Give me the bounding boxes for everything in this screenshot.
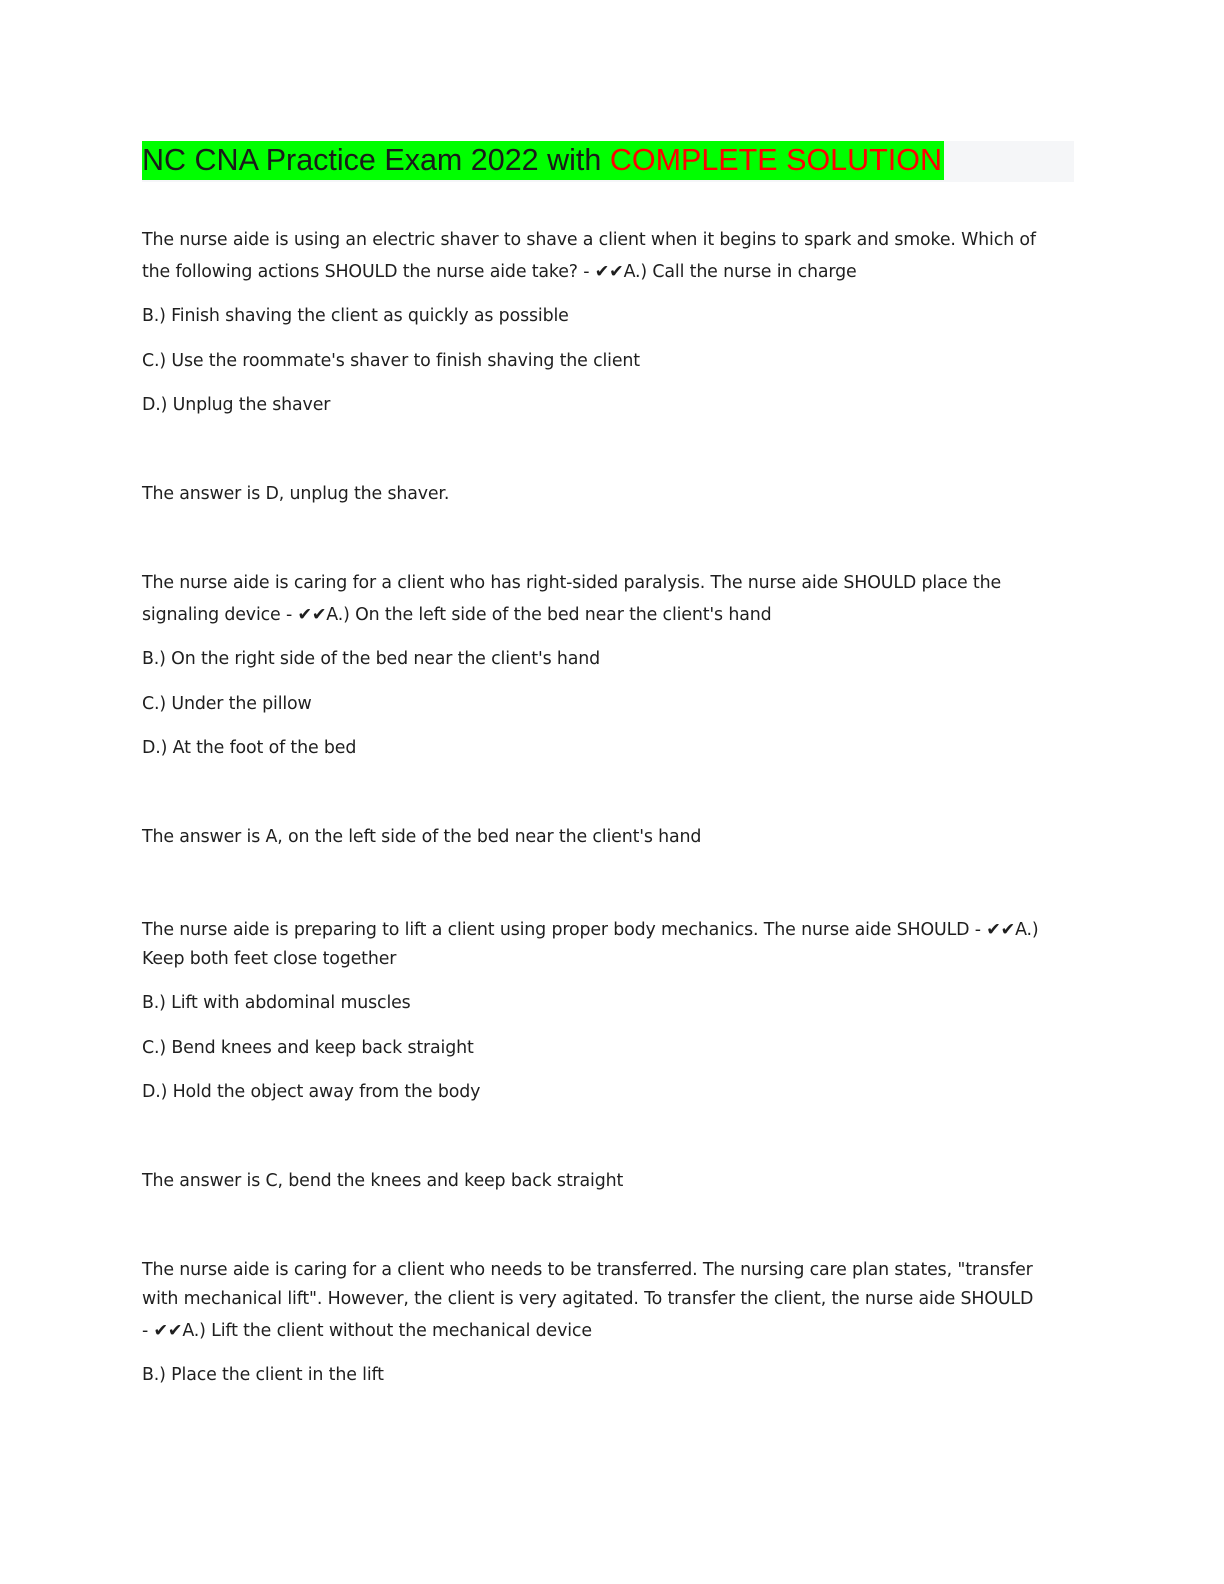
question-2-option-c: C.) Under the pillow xyxy=(142,694,312,714)
question-2-stem-line-1: The nurse aide is caring for a client who has right-sided paralysis. The nurse aide SHOULD place the xyxy=(142,573,1001,593)
question-2-option-d: D.) At the foot of the bed xyxy=(142,738,357,758)
question-1-stem-line-2: the following actions SHOULD the nurse aide take? - ✔✔A.) Call the nurse in charge xyxy=(142,262,857,282)
question-3-stem-line-2: Keep both feet close together xyxy=(142,949,397,969)
question-4-stem-line-2: with mechanical lift". However, the client is very agitated. To transfer the client, the nurse aide SHOULD xyxy=(142,1289,1034,1309)
question-3-answer: The answer is C, bend the knees and keep back straight xyxy=(142,1171,624,1191)
question-2-stem-line-2: signaling device - ✔✔A.) On the left side of the bed near the client's hand xyxy=(142,605,772,625)
title-plain-text: NC CNA Practice Exam 2022 with xyxy=(142,143,610,177)
question-1-answer: The answer is D, unplug the shaver. xyxy=(142,484,450,504)
question-2-answer: The answer is A, on the left side of the bed near the client's hand xyxy=(142,827,702,847)
question-1-option-d: D.) Unplug the shaver xyxy=(142,395,331,415)
question-2-option-b: B.) On the right side of the bed near the client's hand xyxy=(142,649,601,669)
question-4-stem-line-3: - ✔✔A.) Lift the client without the mechanical device xyxy=(142,1321,592,1341)
question-4-option-b: B.) Place the client in the lift xyxy=(142,1365,384,1385)
question-3-option-d: D.) Hold the object away from the body xyxy=(142,1082,481,1102)
question-1-stem-line-1: The nurse aide is using an electric shaver to shave a client when it begins to spark and smoke. Which of xyxy=(142,230,1036,250)
question-3-option-c: C.) Bend knees and keep back straight xyxy=(142,1038,474,1058)
document-title xyxy=(142,141,944,180)
question-3-stem-line-1: The nurse aide is preparing to lift a client using proper body mechanics. The nurse aide SHOULD - ✔✔A.) xyxy=(142,920,1039,940)
title-accent-text: COMPLETE SOLUTION xyxy=(609,143,943,177)
question-1-option-b: B.) Finish shaving the client as quickly as possible xyxy=(142,306,569,326)
question-4-stem-line-1: The nurse aide is caring for a client who needs to be transferred. The nursing care plan states, "transfer xyxy=(142,1260,1033,1280)
question-1-option-c: C.) Use the roommate's shaver to finish shaving the client xyxy=(142,351,640,371)
question-3-option-b: B.) Lift with abdominal muscles xyxy=(142,993,411,1013)
